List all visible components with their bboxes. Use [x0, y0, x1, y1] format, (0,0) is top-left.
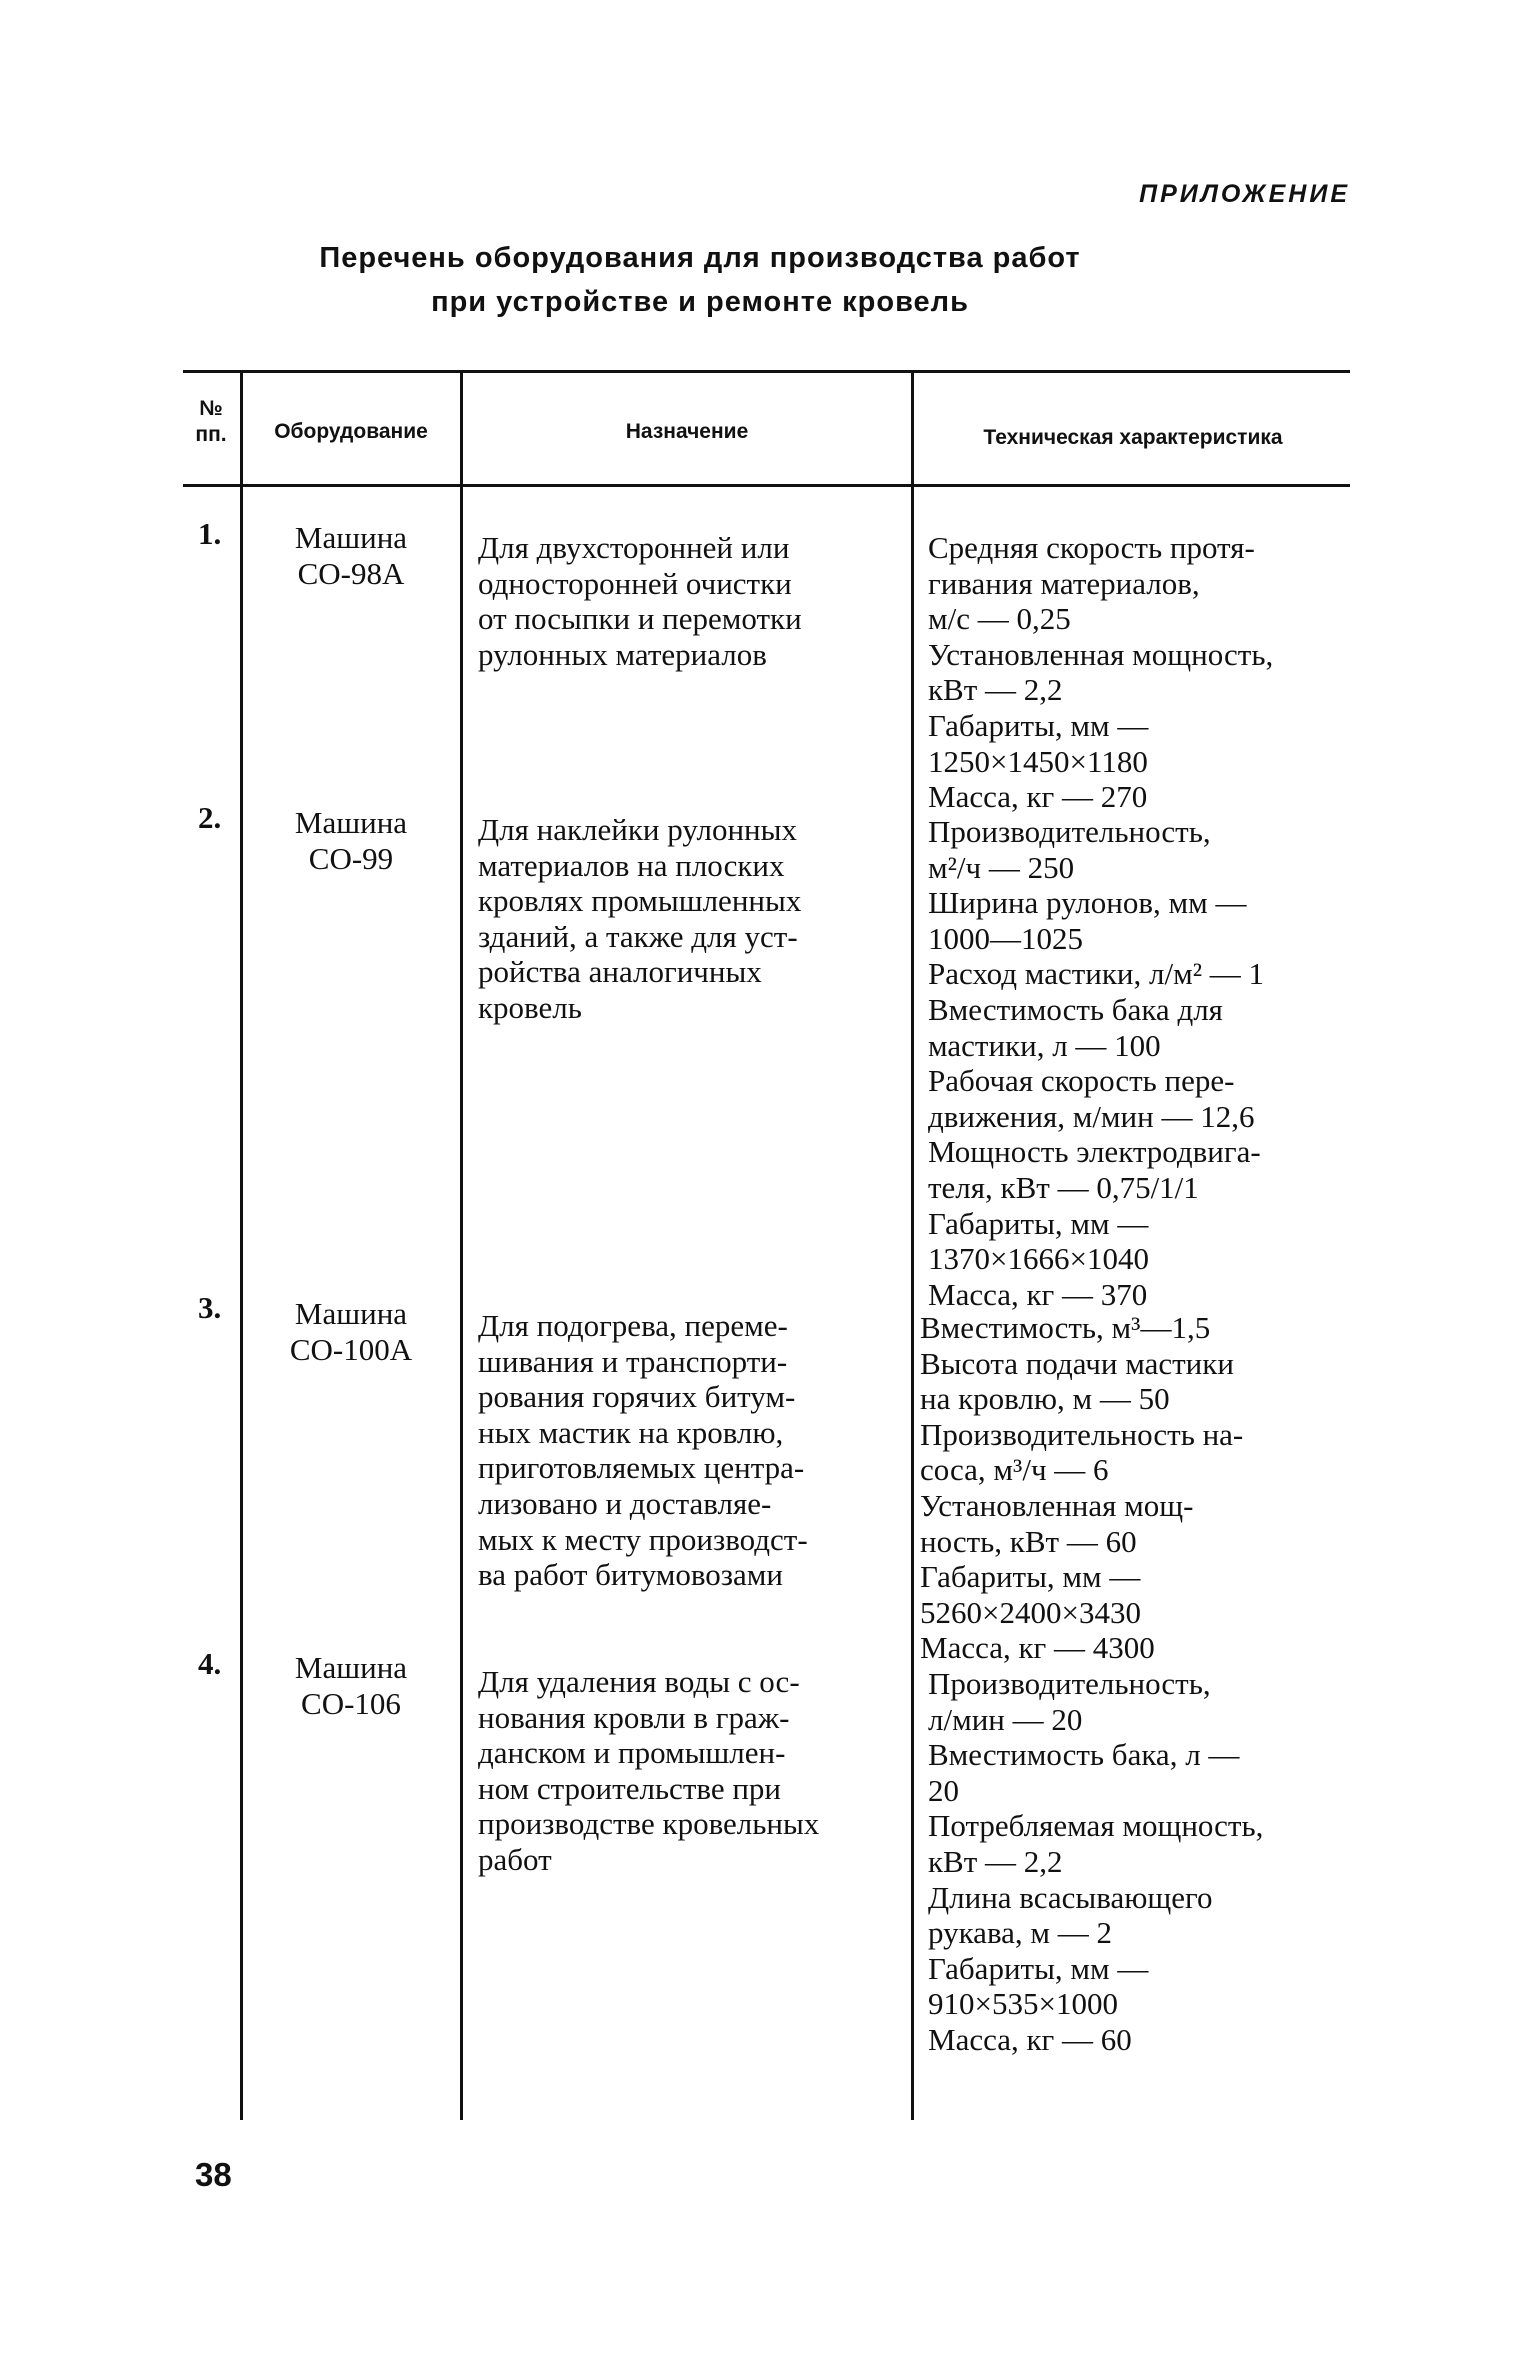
equipment-line: СО-106 [301, 1685, 401, 1721]
header-purpose: Назначение [625, 420, 749, 443]
spec-line: Потребляемая мощность, [928, 1808, 1264, 1844]
header-num-line2: пп. [195, 423, 227, 446]
spec-line: 20 [928, 1772, 959, 1808]
equipment-line: СО-98А [297, 555, 405, 591]
purpose-line: от посыпки и перемотки [478, 601, 802, 637]
equipment-line: Машина [294, 1296, 408, 1331]
spec-line: Вместимость бака для [928, 991, 1223, 1027]
header-num-line1: № [199, 397, 223, 420]
spec-line: Расход мастики, л/м² — 1 [928, 956, 1265, 992]
spec-line: Габариты, мм — [928, 1950, 1149, 1986]
spec-line: Высота подачи мастики [920, 1345, 1234, 1381]
spec-line: Габариты, мм — [928, 1205, 1149, 1241]
spec-line: Габариты, мм — [920, 1559, 1141, 1595]
purpose-line: работ [478, 1841, 552, 1877]
spec-line: кВт — 2,2 [928, 1843, 1063, 1879]
purpose-line: нования кровли в граж- [478, 1699, 790, 1735]
purpose-line: данском и промышлен- [478, 1735, 786, 1771]
spec-line: Рабочая скорость пере- [928, 1063, 1235, 1099]
title-line-1: Перечень оборудования для производства работ [319, 242, 1081, 274]
spec-line: Габариты, мм — [928, 707, 1149, 743]
purpose-cell [478, 530, 898, 672]
spec-line: Вместимость бака, л — [928, 1737, 1240, 1773]
equipment-cell [248, 1650, 454, 1721]
spec-line: Мощность электродвига- [928, 1134, 1261, 1170]
page-number: 38 [195, 2156, 232, 2193]
spec-line: Ширина рулонов, мм — [928, 885, 1247, 921]
purpose-line: ном строительстве при [478, 1770, 782, 1806]
specs-cell [928, 814, 1348, 1312]
spec-line: 1250×1450×1180 [928, 743, 1148, 779]
purpose-line: Для двухсторонней или [478, 530, 790, 565]
spec-line: на кровлю, м — 50 [920, 1381, 1170, 1417]
equipment-line: Машина [294, 1650, 408, 1685]
spec-line: Установленная мощность, [928, 636, 1274, 672]
table-top-rule [183, 370, 1350, 373]
spec-line: Масса, кг — 60 [928, 2021, 1132, 2057]
spec-line: Масса, кг — 270 [928, 779, 1148, 815]
purpose-line: ва работ битумовозами [478, 1557, 784, 1593]
purpose-line: рулонных материалов [478, 636, 767, 672]
row-num: 3. [198, 1290, 222, 1325]
equipment-cell [248, 520, 454, 591]
equipment-cell [248, 805, 454, 876]
spec-line: Установленная мощ- [920, 1487, 1194, 1523]
equipment-line: Машина [294, 520, 408, 555]
purpose-line: мых к месту производст- [478, 1521, 808, 1557]
header-specs: Техническая характеристика [983, 426, 1283, 449]
spec-line: м/с — 0,25 [928, 601, 1071, 637]
spec-line: Производительность, [928, 1666, 1211, 1701]
purpose-cell [478, 812, 898, 1026]
purpose-line: ных мастик на кровлю, [478, 1414, 784, 1450]
row-num: 1. [198, 516, 222, 551]
specs-cell [928, 1666, 1348, 2058]
equipment-line: СО-99 [308, 840, 394, 876]
spec-line: Масса, кг — 4300 [920, 1630, 1155, 1666]
equipment-line: Машина [294, 805, 408, 840]
column-divider-3 [911, 372, 914, 2120]
purpose-line: шивания и транспорти- [478, 1343, 788, 1379]
specs-cell [920, 1310, 1348, 1666]
equipment-line: СО-100А [289, 1331, 413, 1367]
purpose-line: зданий, а также для уст- [478, 918, 798, 954]
spec-line: Масса, кг — 370 [928, 1276, 1148, 1312]
purpose-line: кровлях промышленных [478, 883, 802, 919]
purpose-cell [478, 1308, 898, 1593]
spec-line: 910×535×1000 [928, 1986, 1118, 2022]
row-num: 2. [198, 800, 222, 835]
spec-line: Производительность на- [920, 1416, 1244, 1452]
appendix-label: ПРИЛОЖЕНИЕ [1139, 180, 1350, 208]
spec-line: м²/ч — 250 [928, 849, 1075, 885]
spec-line: соса, м³/ч — 6 [920, 1452, 1109, 1488]
spec-line: гивания материалов, [928, 565, 1200, 601]
row-num: 4. [198, 1646, 222, 1681]
spec-line: Производительность, [928, 814, 1211, 849]
spec-line: рукава, м — 2 [928, 1915, 1113, 1951]
spec-line: Вместимость, м³—1,5 [920, 1310, 1211, 1345]
purpose-line: Для наклейки рулонных [478, 812, 797, 847]
spec-line: движения, м/мин — 12,6 [928, 1098, 1255, 1134]
purpose-line: Для удаления воды с ос- [478, 1664, 800, 1699]
purpose-line: материалов на плоских [478, 847, 785, 883]
header-num [186, 396, 236, 448]
column-divider-2 [460, 372, 463, 2120]
spec-line: кВт — 2,2 [928, 672, 1063, 708]
purpose-line: кровель [478, 989, 582, 1025]
header-bottom-rule [183, 484, 1350, 487]
title-line-2: при устройстве и ремонте кровель [431, 286, 969, 318]
spec-line: Средняя скорость протя- [928, 530, 1255, 565]
purpose-line: ройства аналогичных [478, 954, 762, 990]
column-divider-1 [240, 370, 243, 2120]
header-equipment: Оборудование [274, 420, 428, 443]
purpose-line: приготовляемых центра- [478, 1450, 805, 1486]
spec-line: л/мин — 20 [928, 1701, 1083, 1737]
purpose-line: рования горячих битум- [478, 1379, 796, 1415]
spec-line: 5260×2400×3430 [920, 1594, 1141, 1630]
spec-line: мастики, л — 100 [928, 1027, 1161, 1063]
purpose-cell [478, 1664, 898, 1878]
equipment-cell [248, 1296, 454, 1367]
purpose-line: лизовано и доставляе- [478, 1485, 772, 1521]
purpose-line: Для подогрева, переме- [478, 1308, 788, 1343]
document-title [300, 236, 1100, 324]
spec-line: 1370×1666×1040 [928, 1241, 1149, 1277]
spec-line: Длина всасывающего [928, 1879, 1213, 1915]
purpose-line: односторонней очистки [478, 565, 792, 601]
specs-cell [928, 530, 1348, 815]
spec-line: 1000—1025 [928, 920, 1083, 956]
purpose-line: производстве кровельных [478, 1806, 820, 1842]
spec-line: теля, кВт — 0,75/1/1 [928, 1169, 1199, 1205]
spec-line: ность, кВт — 60 [920, 1523, 1137, 1559]
